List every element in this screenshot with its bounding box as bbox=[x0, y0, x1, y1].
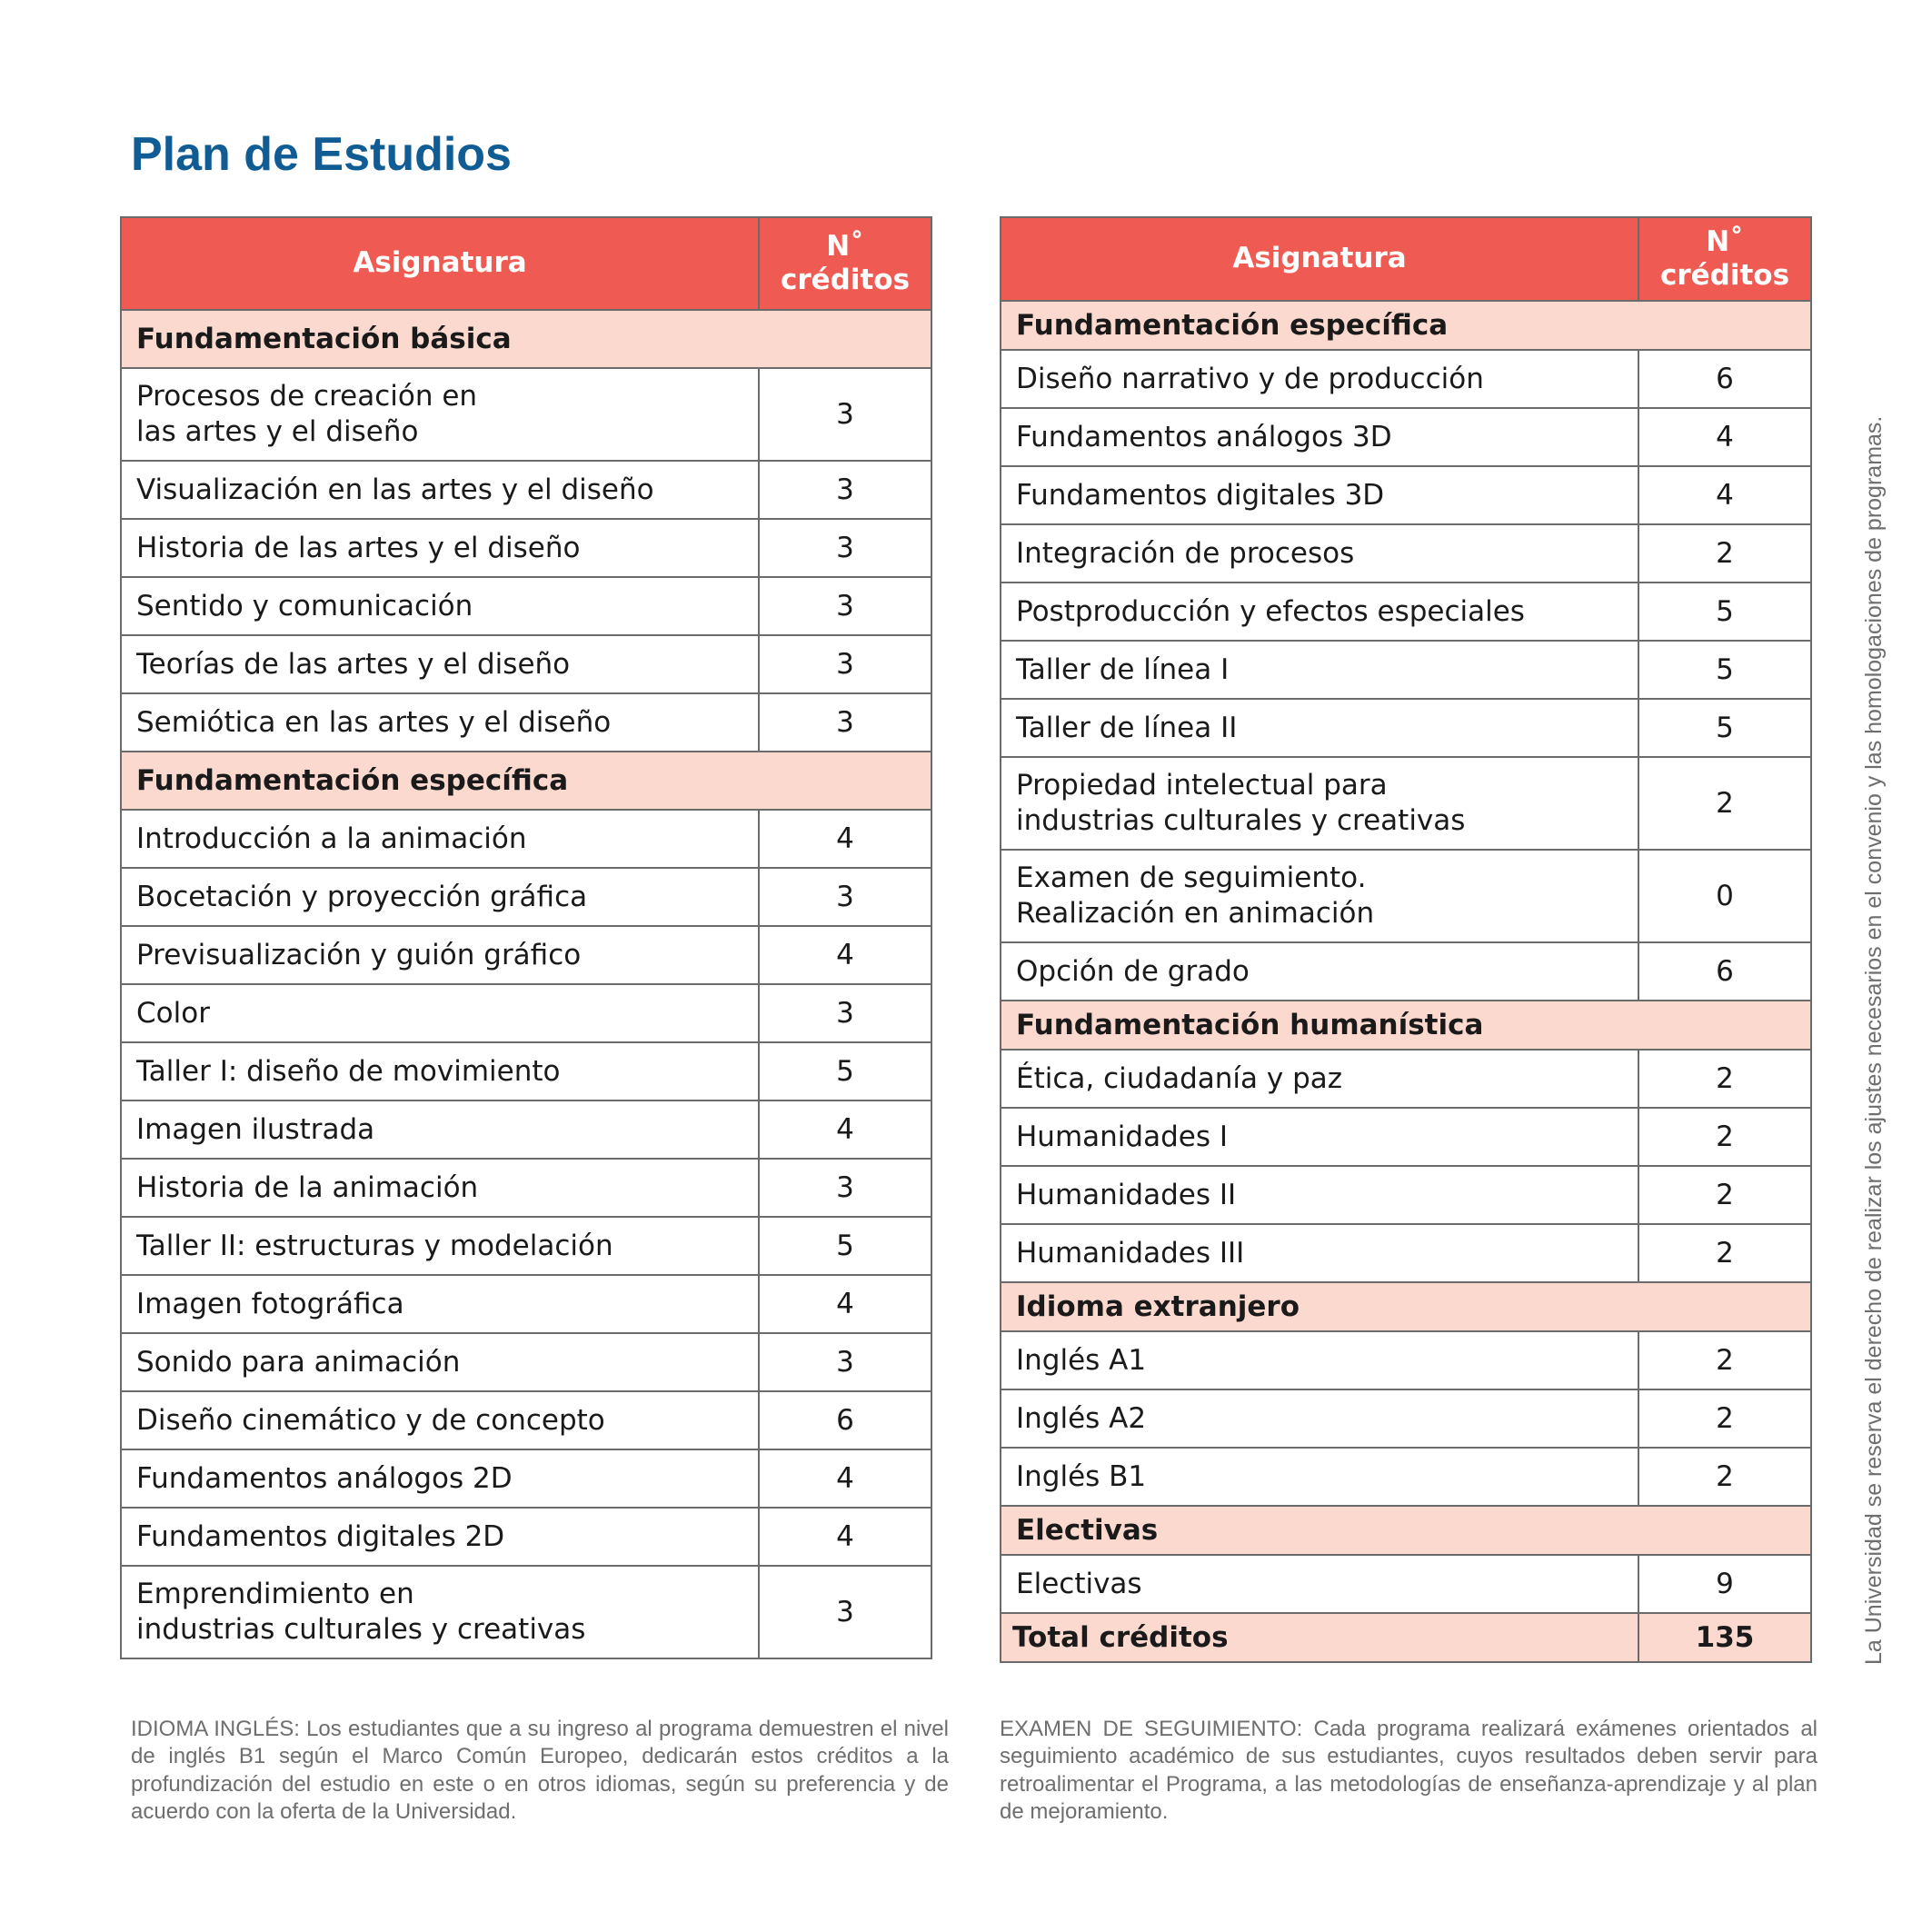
section-row bbox=[121, 310, 931, 368]
course-credits: 5 bbox=[1638, 641, 1811, 699]
course-credits: 3 bbox=[759, 461, 931, 519]
course-credits: 3 bbox=[759, 1566, 931, 1658]
course-name: Imagen ilustrada bbox=[121, 1100, 759, 1159]
table-row bbox=[121, 984, 931, 1042]
total-label: Total créditos bbox=[1001, 1613, 1638, 1662]
section-row bbox=[1001, 301, 1811, 350]
course-name: Inglés A2 bbox=[1001, 1389, 1638, 1448]
table-row bbox=[121, 1391, 931, 1449]
course-credits: 4 bbox=[759, 1449, 931, 1508]
course-name: Teorías de las artes y el diseño bbox=[121, 635, 759, 693]
column-header-creditos bbox=[1638, 217, 1811, 301]
creditos-header-line1: N˚ bbox=[826, 229, 864, 263]
section-row bbox=[1001, 1506, 1811, 1555]
course-name: Humanidades III bbox=[1001, 1224, 1638, 1282]
table-row bbox=[121, 1100, 931, 1159]
section-title: Electivas bbox=[1001, 1506, 1811, 1555]
course-credits: 3 bbox=[759, 1333, 931, 1391]
course-name: Fundamentos análogos 2D bbox=[121, 1449, 759, 1508]
table-row bbox=[121, 461, 931, 519]
course-credits: 4 bbox=[759, 926, 931, 984]
course-name: Fundamentos digitales 2D bbox=[121, 1508, 759, 1566]
course-credits: 2 bbox=[1638, 1331, 1811, 1389]
table-row bbox=[121, 1042, 931, 1100]
course-credits: 4 bbox=[1638, 466, 1811, 524]
table-row bbox=[1001, 1331, 1811, 1389]
table-row bbox=[1001, 942, 1811, 1001]
course-name: Semiótica en las artes y el diseño bbox=[121, 693, 759, 752]
section-row bbox=[1001, 1001, 1811, 1050]
section-title: Fundamentación específica bbox=[121, 752, 931, 810]
course-name: Examen de seguimiento. Realización en animación bbox=[1001, 850, 1638, 942]
course-name: Propiedad intelectual para industrias culturales y creativas bbox=[1001, 757, 1638, 850]
note-idioma-ingles: IDIOMA INGLÉS: Los estudiantes que a su ingreso al programa demuestren el nivel de inglés B1 según el Marco Común Europeo, dedicarán estos créditos a la profundización del estudio en este o en otros idiomas, según su preferencia y de acuerdo con la oferta de la Universidad. bbox=[131, 1717, 949, 1825]
table-row bbox=[121, 635, 931, 693]
table-row bbox=[1001, 583, 1811, 641]
course-name: Taller de línea II bbox=[1001, 699, 1638, 757]
course-credits: 3 bbox=[759, 693, 931, 752]
course-name: Integración de procesos bbox=[1001, 524, 1638, 583]
creditos-header-line2: créditos bbox=[780, 264, 911, 296]
table-row bbox=[121, 1159, 931, 1217]
table-row bbox=[1001, 408, 1811, 466]
table-row bbox=[1001, 1389, 1811, 1448]
course-name: Emprendimiento en industrias culturales y creativas bbox=[121, 1566, 759, 1658]
table-row bbox=[1001, 1224, 1811, 1282]
course-name: Diseño narrativo y de producción bbox=[1001, 350, 1638, 408]
side-disclaimer: La Universidad se reserva el derecho de realizar los ajustes necesarios en el convenio y las homologaciones de programas. bbox=[1861, 415, 1887, 1665]
section-title: Fundamentación específica bbox=[1001, 301, 1811, 350]
table-row bbox=[121, 519, 931, 577]
table-row bbox=[1001, 757, 1811, 850]
table-row bbox=[121, 1275, 931, 1333]
table-row bbox=[121, 1566, 931, 1658]
course-credits: 5 bbox=[759, 1042, 931, 1100]
course-credits: 6 bbox=[1638, 350, 1811, 408]
section-row bbox=[121, 752, 931, 810]
course-credits: 0 bbox=[1638, 850, 1811, 942]
course-credits: 3 bbox=[759, 1159, 931, 1217]
table-row bbox=[1001, 1166, 1811, 1224]
course-credits: 4 bbox=[1638, 408, 1811, 466]
course-credits: 2 bbox=[1638, 1108, 1811, 1166]
course-name: Postproducción y efectos especiales bbox=[1001, 583, 1638, 641]
table-row bbox=[1001, 1108, 1811, 1166]
course-credits: 4 bbox=[759, 1508, 931, 1566]
table-row bbox=[121, 693, 931, 752]
table-row bbox=[1001, 524, 1811, 583]
course-credits: 4 bbox=[759, 1100, 931, 1159]
course-credits: 6 bbox=[759, 1391, 931, 1449]
curriculum-table-right bbox=[1000, 216, 1812, 1663]
section-title: Idioma extranjero bbox=[1001, 1282, 1811, 1331]
course-name: Taller I: diseño de movimiento bbox=[121, 1042, 759, 1100]
course-name: Electivas bbox=[1001, 1555, 1638, 1613]
course-name: Bocetación y proyección gráfica bbox=[121, 868, 759, 926]
table-row bbox=[121, 368, 931, 461]
course-credits: 2 bbox=[1638, 1389, 1811, 1448]
course-name: Historia de la animación bbox=[121, 1159, 759, 1217]
course-name: Taller II: estructuras y modelación bbox=[121, 1217, 759, 1275]
course-credits: 2 bbox=[1638, 1448, 1811, 1506]
table-row bbox=[121, 926, 931, 984]
course-credits: 5 bbox=[1638, 699, 1811, 757]
course-name: Imagen fotográfica bbox=[121, 1275, 759, 1333]
table-row bbox=[121, 577, 931, 635]
course-credits: 6 bbox=[1638, 942, 1811, 1001]
course-credits: 3 bbox=[759, 368, 931, 461]
course-name: Sentido y comunicación bbox=[121, 577, 759, 635]
course-credits: 2 bbox=[1638, 1224, 1811, 1282]
table-row bbox=[1001, 1555, 1811, 1613]
course-credits: 2 bbox=[1638, 1050, 1811, 1108]
course-credits: 2 bbox=[1638, 1166, 1811, 1224]
course-name: Fundamentos análogos 3D bbox=[1001, 408, 1638, 466]
course-name: Humanidades I bbox=[1001, 1108, 1638, 1166]
course-name: Diseño cinemático y de concepto bbox=[121, 1391, 759, 1449]
course-credits: 9 bbox=[1638, 1555, 1811, 1613]
total-value: 135 bbox=[1638, 1613, 1811, 1662]
course-credits: 2 bbox=[1638, 524, 1811, 583]
course-credits: 3 bbox=[759, 577, 931, 635]
course-credits: 3 bbox=[759, 868, 931, 926]
course-credits: 4 bbox=[759, 810, 931, 868]
course-name: Ética, ciudadanía y paz bbox=[1001, 1050, 1638, 1108]
column-header-asignatura: Asignatura bbox=[1001, 217, 1638, 301]
course-name: Color bbox=[121, 984, 759, 1042]
creditos-header-line2: créditos bbox=[1659, 259, 1790, 292]
course-name: Introducción a la animación bbox=[121, 810, 759, 868]
section-row bbox=[1001, 1282, 1811, 1331]
creditos-header-line1: N˚ bbox=[1706, 224, 1744, 258]
column-header-asignatura: Asignatura bbox=[121, 217, 759, 310]
course-name: Fundamentos digitales 3D bbox=[1001, 466, 1638, 524]
course-credits: 5 bbox=[759, 1217, 931, 1275]
note-examen-seguimiento: EXAMEN DE SEGUIMIENTO: Cada programa realizará exámenes orientados al seguimiento académico de sus estudiantes, cuyos resultados deben servir para retroalimentar el Programa, a las metodologías de enseñanza-aprendizaje y al plan de mejoramiento. bbox=[1000, 1717, 1817, 1825]
course-credits: 3 bbox=[759, 519, 931, 577]
course-name: Taller de línea I bbox=[1001, 641, 1638, 699]
course-name: Opción de grado bbox=[1001, 942, 1638, 1001]
table-row bbox=[1001, 466, 1811, 524]
course-name: Procesos de creación en las artes y el diseño bbox=[121, 368, 759, 461]
table-row bbox=[1001, 641, 1811, 699]
total-row bbox=[1001, 1613, 1811, 1662]
course-name: Historia de las artes y el diseño bbox=[121, 519, 759, 577]
column-header-creditos bbox=[759, 217, 931, 310]
section-title: Fundamentación humanística bbox=[1001, 1001, 1811, 1050]
table-row bbox=[1001, 699, 1811, 757]
course-credits: 5 bbox=[1638, 583, 1811, 641]
table-row bbox=[1001, 850, 1811, 942]
course-credits: 2 bbox=[1638, 757, 1811, 850]
course-name: Sonido para animación bbox=[121, 1333, 759, 1391]
table-row bbox=[1001, 1050, 1811, 1108]
course-name: Previsualización y guión gráfico bbox=[121, 926, 759, 984]
table-row bbox=[121, 1333, 931, 1391]
course-credits: 4 bbox=[759, 1275, 931, 1333]
course-name: Inglés A1 bbox=[1001, 1331, 1638, 1389]
section-title: Fundamentación básica bbox=[121, 310, 931, 368]
table-row bbox=[121, 1217, 931, 1275]
course-name: Humanidades II bbox=[1001, 1166, 1638, 1224]
table-row bbox=[1001, 1448, 1811, 1506]
table-row bbox=[1001, 350, 1811, 408]
course-name: Inglés B1 bbox=[1001, 1448, 1638, 1506]
table-row bbox=[121, 1449, 931, 1508]
table-row bbox=[121, 868, 931, 926]
table-row bbox=[121, 810, 931, 868]
course-credits: 3 bbox=[759, 984, 931, 1042]
curriculum-table-left bbox=[120, 216, 932, 1659]
page-title: Plan de Estudios bbox=[131, 128, 512, 181]
course-name: Visualización en las artes y el diseño bbox=[121, 461, 759, 519]
table-row bbox=[121, 1508, 931, 1566]
course-credits: 3 bbox=[759, 635, 931, 693]
